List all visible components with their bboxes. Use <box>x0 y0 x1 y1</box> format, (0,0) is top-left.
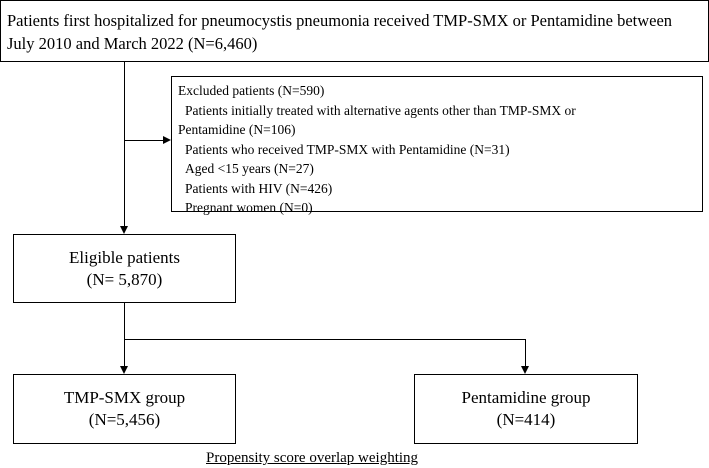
connector-to-pentamidine <box>525 339 526 366</box>
connector-eligible-down <box>124 303 125 366</box>
eligible-count: (N= 5,870) <box>86 269 163 289</box>
excluded-item-alternative-agents: Patients initially treated with alternative agents other than TMP-SMX or <box>185 102 576 118</box>
arrow-to-eligible <box>120 226 128 234</box>
tmp-smx-group-box <box>13 374 236 444</box>
excluded-box <box>171 76 703 215</box>
pentamidine-count: (N=414) <box>496 410 556 429</box>
arrow-to-excluded <box>163 136 171 144</box>
excluded-item-combined: Patients who received TMP-SMX with Pentamidine (N=31) <box>185 141 510 157</box>
excluded-item-hiv: Patients with HIV (N=426) <box>185 180 333 196</box>
pentamidine-label: Pentamidine group <box>461 388 591 407</box>
arrow-to-tmp <box>120 366 128 374</box>
tmp-smx-label: TMP-SMX group <box>63 388 186 407</box>
connector-branch-to-excluded <box>124 140 163 141</box>
excluded-item-age: Aged <15 years (N=27) <box>185 161 314 176</box>
inclusion-box <box>0 0 709 62</box>
connector-top-to-eligible <box>124 62 125 226</box>
connector-split-horizontal <box>124 339 526 340</box>
inclusion-text-line2: July 2010 and March 2022 (N=6,460) <box>7 34 258 53</box>
propensity-score-caption: Propensity score overlap weighting <box>206 450 419 466</box>
eligible-box <box>13 234 236 303</box>
pentamidine-group-box <box>414 374 638 444</box>
excluded-item-pregnant: Pregnant women (N=0) <box>185 200 313 215</box>
eligible-label: Eligible patients <box>69 247 180 267</box>
excluded-item-alternative-agents-cont: Pentamidine (N=106) <box>178 122 296 137</box>
excluded-title: Excluded patients (N=590) <box>178 83 325 98</box>
tmp-smx-count: (N=5,456) <box>88 410 161 429</box>
arrow-to-pentamidine <box>521 366 529 374</box>
inclusion-text-line1: Patients first hospitalized for pneumocystis pneumonia received TMP-SMX or Pentamidine between <box>7 11 673 30</box>
